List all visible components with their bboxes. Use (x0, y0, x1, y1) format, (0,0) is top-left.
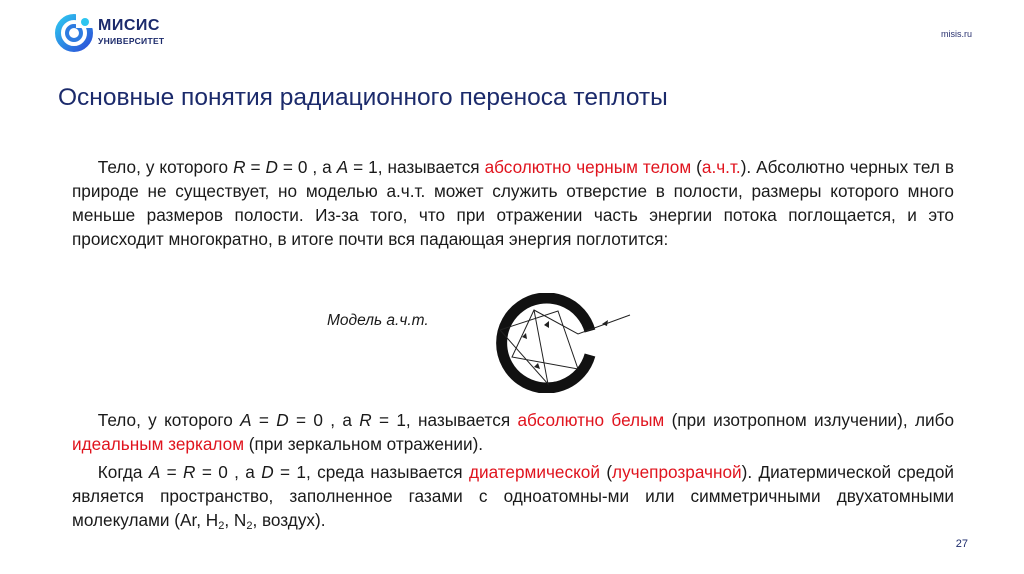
term-transparent: лучепрозрачной (612, 462, 742, 482)
term-diathermic: диатермической (468, 462, 600, 482)
paragraph-white-body: Тело, у которого A = D = 0 , а R = 1, называется абсолютно белым (при изотропном излучении), либо идеальным зеркалом (при зеркальном отражении). (72, 410, 955, 454)
page-number: 27 (955, 538, 968, 550)
logo-subtitle: УНИВЕРСИТЕТ (98, 36, 165, 46)
model-label: Модель а.ч.т. (327, 312, 429, 329)
abbr-black-body: а.ч.т. (701, 157, 741, 177)
logo (55, 14, 175, 54)
term-white-body: абсолютно белым (517, 410, 665, 430)
misis-logo-icon (55, 14, 93, 52)
slide-title: Основные понятия радиационного переноса теплоты (58, 84, 668, 111)
term-black-body: абсолютно черным телом (484, 157, 692, 177)
paragraph-diathermic: Когда A = R = 0 , а D = 1, среда называется диатермической (лучепрозрачной). Диатермической средой является пространство, заполненное газами с одноатомны-ми или симметричными двухатомными молекулами (Ar, $H_2$, $N_2$, воздух). (72, 462, 955, 532)
logo-name: МИСИС (98, 17, 160, 34)
term-ideal-mirror: идеальным зеркалом (72, 434, 245, 454)
paragraph-black-body: Тело, у которого R = D = 0 , а A = 1, называется абсолютно черным телом (а.ч.т.). Абсолютно черных тел в природе не существует, но моделью а.ч.т. может служить отверстие в полости, размеры которого много меньше размеров полости. Из-за того, что при отражении часть энергии потока поглощается, и это происходит многократно, в итоге почти вся падающая энергия поглотится: (72, 157, 954, 249)
site-link[interactable]: misis.ru (941, 29, 972, 39)
blackbody-cavity-diagram (482, 293, 632, 393)
